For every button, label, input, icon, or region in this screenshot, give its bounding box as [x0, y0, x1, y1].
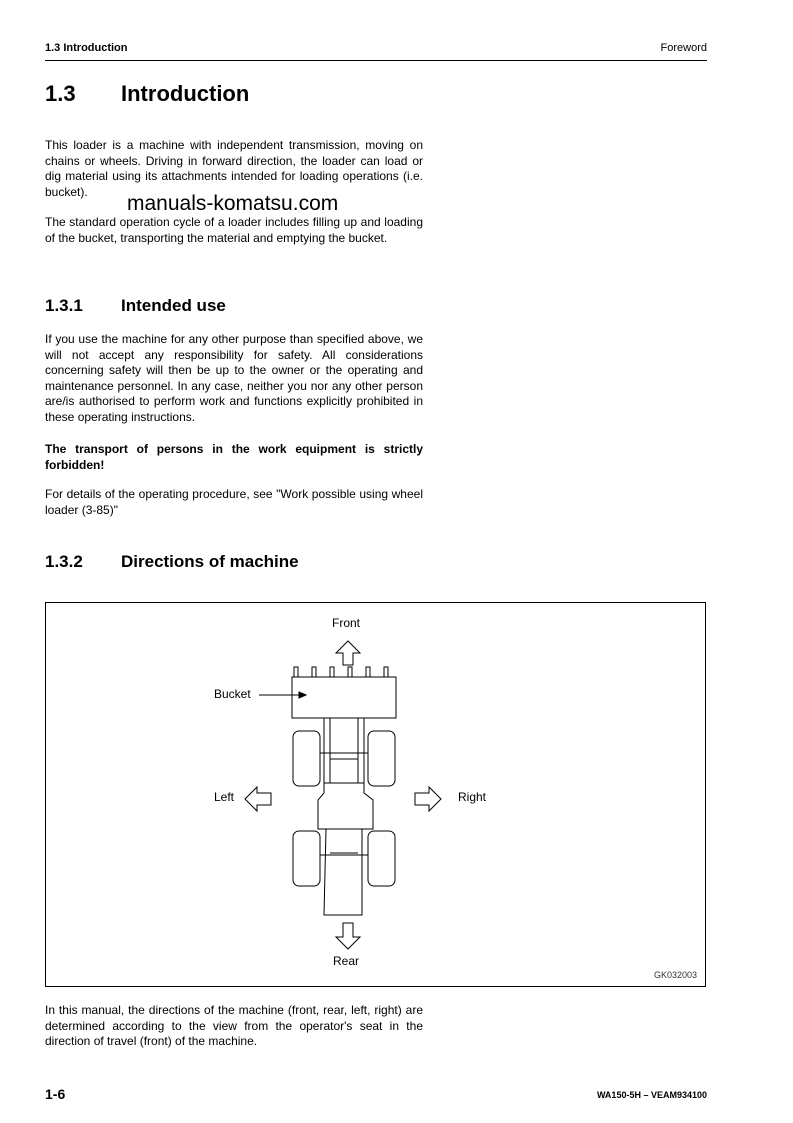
bucket-teeth	[294, 667, 388, 677]
watermark: manuals-komatsu.com	[127, 192, 339, 215]
label-bucket: Bucket	[214, 687, 251, 701]
page-title	[45, 81, 249, 107]
front-right-tire	[368, 731, 395, 786]
center-frame	[318, 783, 373, 829]
rear-arrow-icon	[336, 923, 360, 949]
label-front: Front	[332, 616, 361, 630]
front-left-tire	[293, 731, 320, 786]
right-arrow-icon	[415, 787, 441, 811]
section-title: Directions of machine	[121, 552, 299, 571]
page-title-number: 1.3	[45, 81, 76, 106]
rear-frame	[324, 829, 362, 915]
document-code: WA150-5H – VEAM934100	[596, 1090, 707, 1100]
safety-warning: The transport of persons in the work equipment is strictly forbidden!	[45, 442, 423, 472]
header-divider	[45, 60, 707, 61]
section-title: Intended use	[121, 296, 226, 315]
intended-use-paragraph: If you use the machine for any other purpose than specified above, we will not accept any responsibility for safety. All considerations concerning safety will then be up to the owner or the operating and maintenance personnel. In any case, neither you nor any other person are/is authorised to perform work and functions explicitly prohibited in these operating instructions.	[45, 332, 423, 424]
page-title-text: Introduction	[121, 81, 250, 106]
section-heading-intended-use	[45, 296, 226, 316]
section-number: 1.3.1	[45, 296, 83, 315]
label-rear: Rear	[333, 954, 360, 968]
rear-left-tire	[293, 831, 320, 886]
label-left: Left	[214, 790, 235, 804]
section-heading-directions	[45, 552, 299, 572]
front-arrow-icon	[336, 641, 360, 665]
intro-paragraph-2: The standard operation cycle of a loader includes filling up and loading of the bucket, transporting the material and emptying the bucket.	[45, 215, 423, 245]
section-number: 1.3.2	[45, 552, 83, 571]
bucket-shape	[292, 677, 396, 718]
header-section: 1.3 Introduction	[45, 42, 128, 54]
intro-paragraph-1: This loader is a machine with independent transmission, moving on chains or wheels. Driving in forward direction, the loader can load or dig material using its attachments intended for loading operations (i.e. bucket).	[45, 138, 423, 199]
figure-caption: In this manual, the directions of the machine (front, rear, left, right) are determined according to the view from the operator's seat in the direction of travel (front) of the machine.	[45, 1003, 423, 1049]
procedure-reference: For details of the operating procedure, see "Work possible using wheel loader (3-85)"	[45, 487, 423, 517]
rear-right-tire	[368, 831, 395, 886]
page-number: 1-6	[45, 1086, 66, 1102]
left-arrow-icon	[245, 787, 271, 811]
loader-diagram	[46, 603, 705, 986]
machine-directions-figure	[45, 602, 706, 987]
figure-code: GK032003	[653, 970, 697, 980]
header-chapter: Foreword	[660, 42, 707, 54]
label-right: Right	[458, 790, 487, 804]
